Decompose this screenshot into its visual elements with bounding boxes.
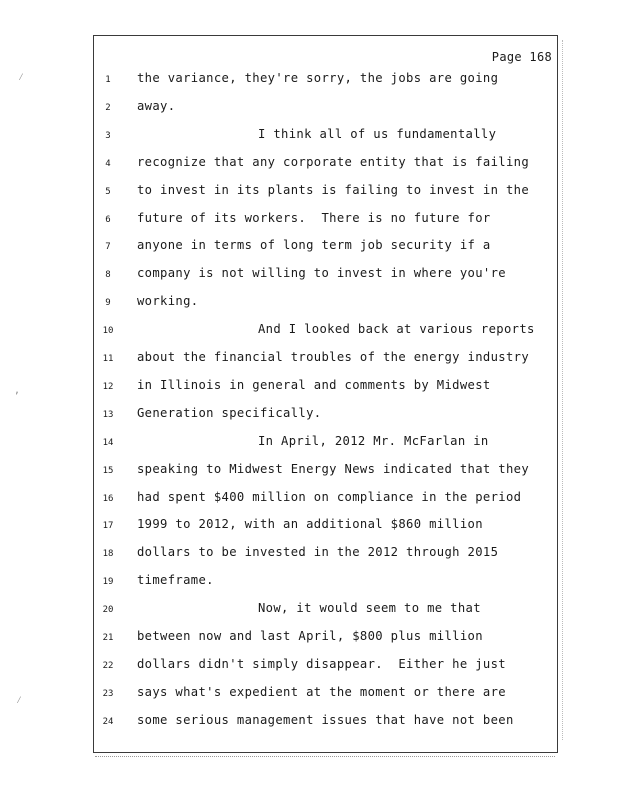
line-number: 24 [102,716,114,727]
line-number: 6 [105,214,111,225]
line-number: 12 [102,381,114,392]
line-text: anyone in terms of long term job security if a [137,238,491,253]
line-text: says what's expedient at the moment or there are [137,684,506,699]
line-text: to invest in its plants is failing to invest in the [137,182,530,197]
transcript-line [0,432,618,452]
transcript-line [0,236,618,256]
line-text: And I looked back at various reports [258,322,535,337]
line-text: Generation specifically. [137,405,322,420]
line-text: in Illinois in general and comments by Midwest [137,377,491,392]
page-number: Page 168 [491,50,552,64]
line-number: 21 [102,633,114,643]
line-text: I think all of us fundamentally [258,126,497,141]
line-number: 9 [105,298,111,309]
line-text: between now and last April, $800 plus million [137,629,483,643]
line-text: timeframe. [137,573,214,588]
transcript-line [0,571,618,591]
transcript-line [0,655,618,675]
transcript-line [0,264,618,284]
transcript-line [0,627,618,647]
transcript-line [0,599,618,619]
line-number: 8 [105,270,111,281]
line-number: 22 [102,660,114,671]
line-number: 2 [105,102,111,113]
transcript-line [0,125,618,145]
line-number: 14 [102,437,114,448]
line-text: away. [137,98,176,113]
line-text: future of its workers. There is no future for [137,210,491,225]
line-number: 20 [102,605,114,616]
transcript-line [0,209,618,229]
transcript-line [0,515,618,535]
scan-bottom-edge [95,756,555,758]
line-number: 23 [102,688,114,699]
line-text: recognize that any corporate entity that is failing [137,154,530,169]
transcript-line [0,683,618,703]
line-number: 1 [105,75,111,85]
line-text: dollars didn't simply disappear. Either he just [137,656,506,671]
line-text: speaking to Midwest Energy News indicated that they [137,461,530,476]
transcript-line [0,711,618,731]
line-text: 1999 to 2012, with an additional $860 million [137,517,483,532]
transcript-line [0,348,618,368]
margin-mark: ‚ [14,385,21,396]
margin-mark: ⁄ [18,72,25,83]
transcript-line [0,97,618,117]
margin-mark: ⁄ [16,695,23,706]
line-text: some serious management issues that have not been [137,712,514,727]
line-number: 18 [102,549,114,560]
line-text: Now, it would seem to me that [258,601,481,616]
transcript-line [0,153,618,173]
transcript-line [0,488,618,508]
line-number: 13 [102,409,114,420]
line-text: company is not willing to invest in where you're [137,266,506,281]
transcript-line [0,460,618,480]
line-number: 10 [102,326,114,337]
line-number: 17 [102,521,114,532]
line-number: 4 [105,158,111,169]
line-text: the variance, they're sorry, the jobs are going [137,71,499,85]
line-number: 15 [102,465,114,476]
transcript-line [0,292,618,312]
line-number: 19 [102,577,114,588]
line-text: In April, 2012 Mr. McFarlan in [258,433,489,448]
line-number: 11 [102,354,114,364]
transcript-line [0,181,618,201]
line-number: 7 [105,242,111,253]
line-text: had spent $400 million on compliance in the period [137,489,522,504]
transcript-line [0,320,618,340]
line-text: working. [137,294,199,309]
line-number: 3 [105,130,111,141]
transcript-line [0,69,618,89]
line-text: about the financial troubles of the energy industry [137,350,530,364]
line-number: 16 [102,493,114,504]
transcript-line [0,404,618,424]
transcript-line [0,376,618,396]
line-number: 5 [105,186,111,197]
transcript-line [0,543,618,563]
line-text: dollars to be invested in the 2012 through 2015 [137,545,499,560]
